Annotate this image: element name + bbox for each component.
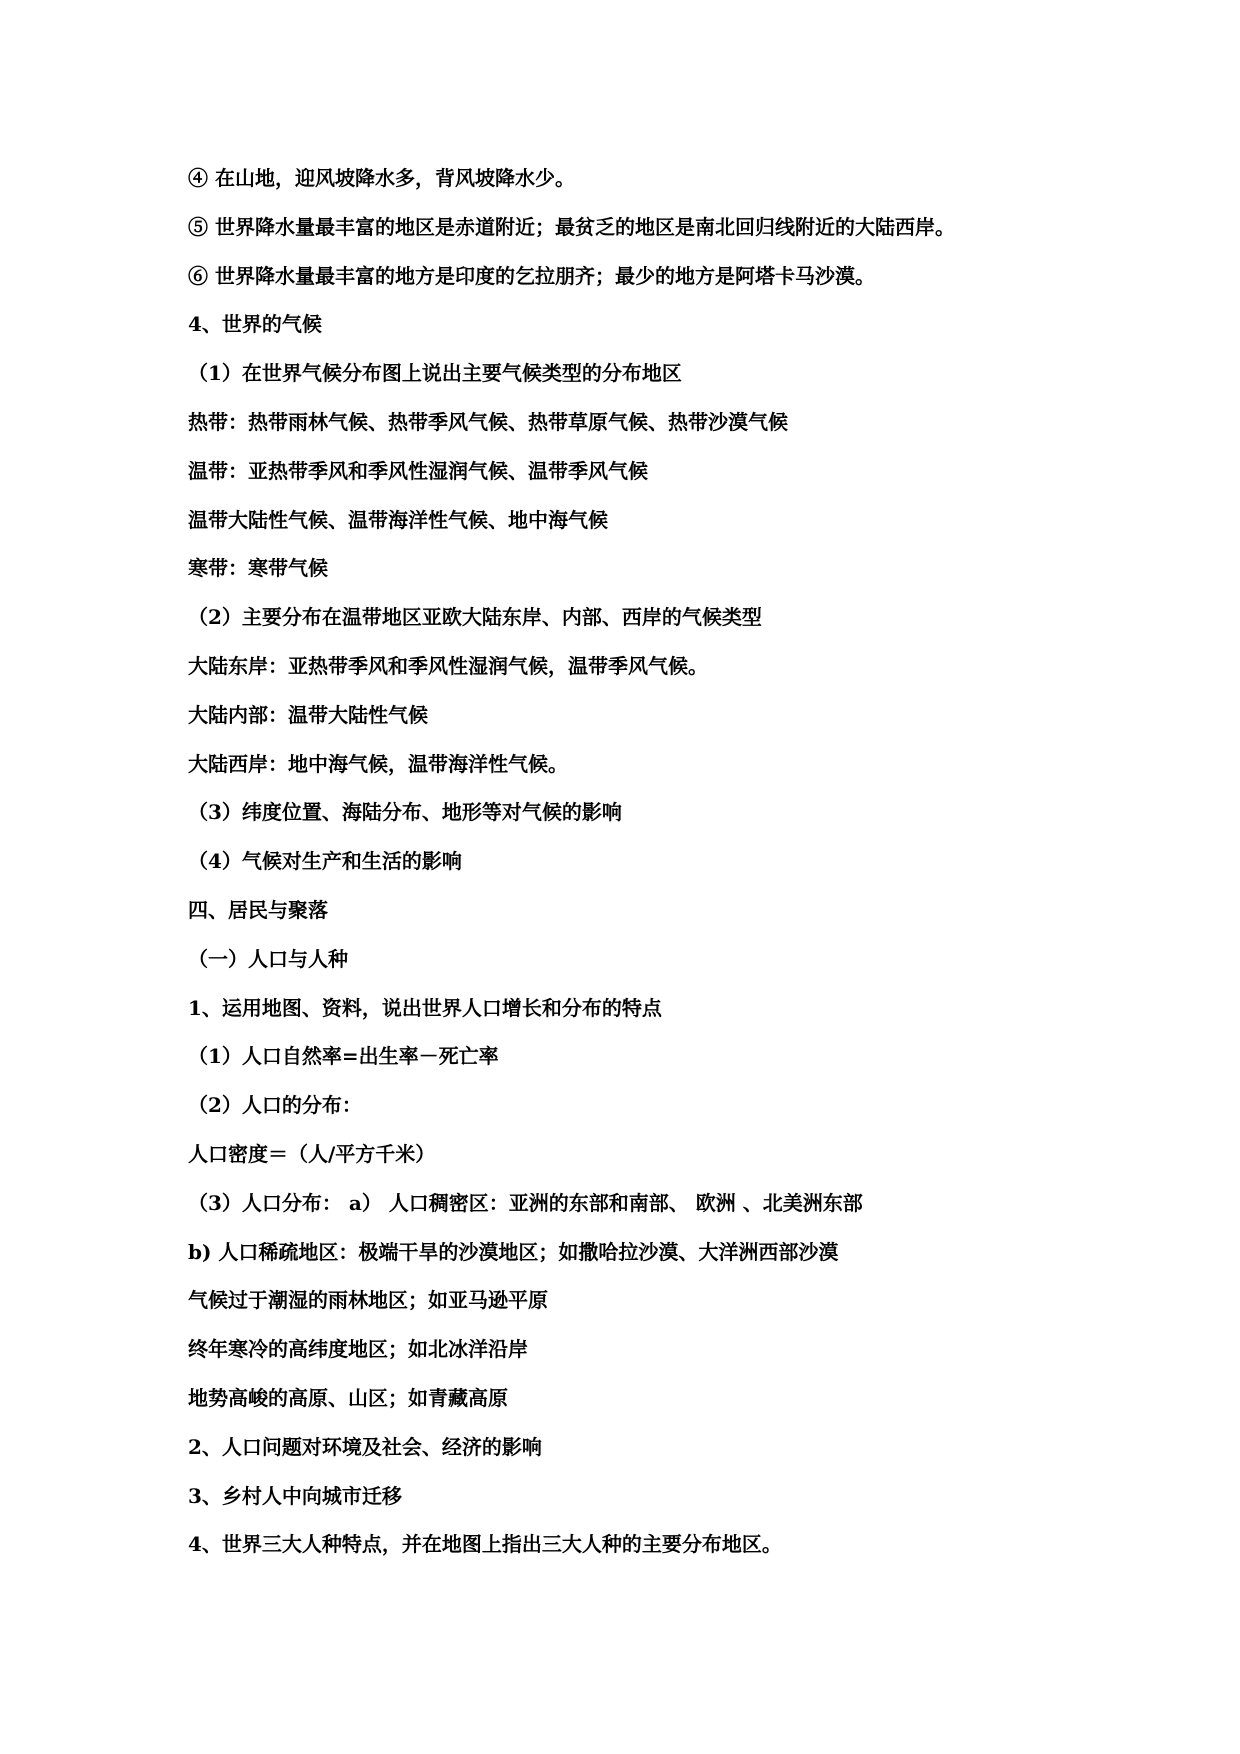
text-line: ⑤ 世界降水量最丰富的地区是赤道附近；最贫乏的地区是南北回归线附近的大陆西岸。	[188, 214, 955, 239]
text-line: （3）人口分布： a） 人口稠密区：亚洲的东部和南部、 欧洲 、北美洲东部	[188, 1190, 863, 1215]
text-line: 大陆内部：温带大陆性气候	[188, 702, 428, 727]
chapter-heading: 四、居民与聚落	[188, 897, 328, 922]
subsection-heading: （4）气候对生产和生活的影响	[188, 849, 462, 874]
text-line: （1）人口自然率=出生率－死亡率	[188, 1044, 499, 1069]
text-line: 大陆东岸：亚热带季风和季风性湿润气候，温带季风气候。	[188, 653, 708, 678]
text-line: 温带大陆性气候、温带海洋性气候、地中海气候	[188, 507, 608, 532]
text-line: 大陆西岸：地中海气候，温带海洋性气候。	[188, 751, 568, 776]
text-line: ⑥ 世界降水量最丰富的地方是印度的乞拉朋齐；最少的地方是阿塔卡马沙漠。	[188, 263, 875, 288]
section-heading: 2、人口问题对环境及社会、经济的影响	[188, 1434, 542, 1459]
text-line: 热带：热带雨林气候、热带季风气候、热带草原气候、热带沙漠气候	[188, 409, 788, 434]
text-line: 气候过于潮湿的雨林地区；如亚马逊平原	[188, 1288, 548, 1313]
section-heading: 4、世界的气候	[188, 312, 322, 337]
subsection-heading: （3）纬度位置、海陆分布、地形等对气候的影响	[188, 800, 622, 825]
text-line: b) 人口稀疏地区：极端干旱的沙漠地区；如撒哈拉沙漠、大洋洲西部沙漠	[188, 1239, 839, 1264]
text-line: ④ 在山地，迎风坡降水多，背风坡降水少。	[188, 166, 575, 190]
subsection-heading: （一）人口与人种	[188, 946, 348, 971]
text-line: 寒带：寒带气候	[188, 556, 328, 581]
document-body	[188, 160, 1088, 1575]
text-line: 温带：亚热带季风和季风性湿润气候、温带季风气候	[188, 458, 648, 483]
subsection-heading: （2）主要分布在温带地区亚欧大陆东岸、内部、西岸的气候类型	[188, 605, 762, 630]
subsection-heading: （1）在世界气候分布图上说出主要气候类型的分布地区	[188, 361, 682, 386]
text-line: （2）人口的分布：	[188, 1093, 362, 1118]
section-heading: 3、乡村人中向城市迁移	[188, 1483, 402, 1508]
text-line: 地势高峻的高原、山区；如青藏高原	[188, 1385, 508, 1410]
text-line: 终年寒冷的高纬度地区；如北冰洋沿岸	[188, 1337, 528, 1362]
section-heading: 1、运用地图、资料，说出世界人口增长和分布的特点	[188, 995, 662, 1020]
section-heading: 4、世界三大人种特点，并在地图上指出三大人种的主要分布地区。	[188, 1532, 782, 1557]
text-line: 人口密度＝（人/平方千米）	[188, 1141, 436, 1166]
